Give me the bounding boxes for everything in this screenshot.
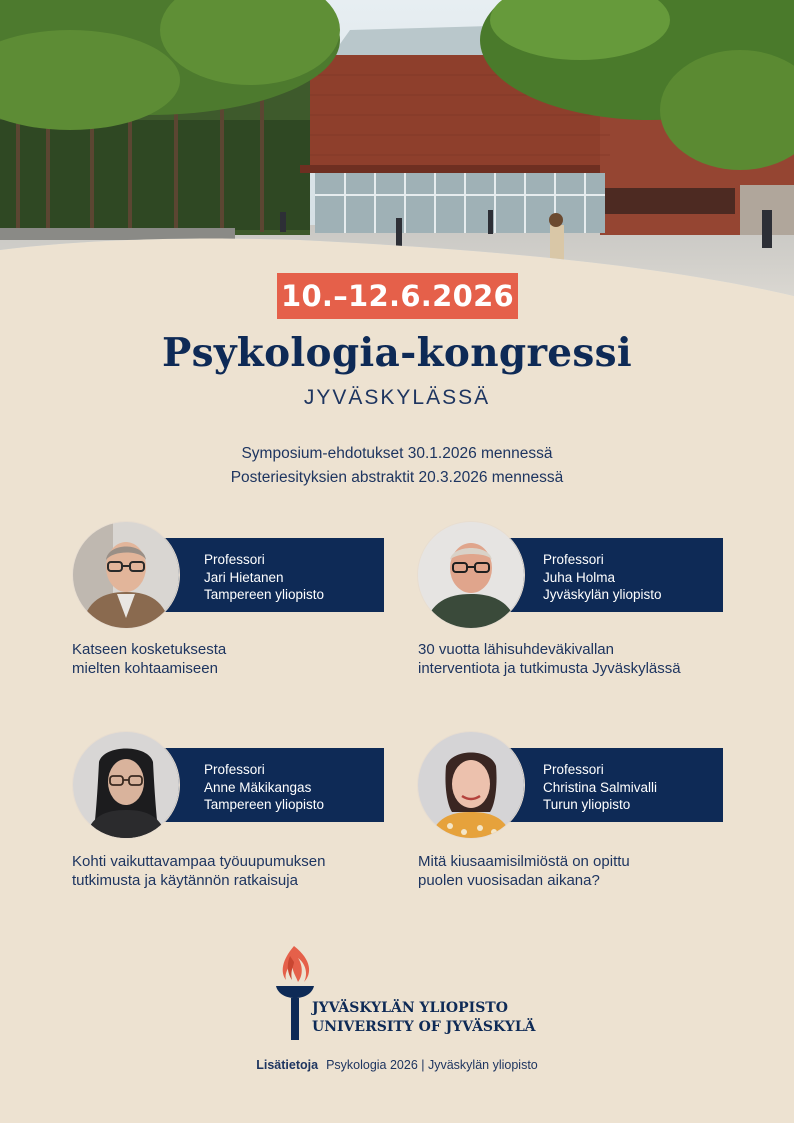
speaker-card-hietanen xyxy=(72,521,382,641)
deadline-posters: Posteriesityksien abstraktit 20.3.2026 mennessä xyxy=(230,469,564,486)
speaker-portrait xyxy=(417,731,525,839)
footer xyxy=(0,1058,794,1072)
speaker-card-makikangas xyxy=(72,731,382,851)
speaker-info-box xyxy=(164,538,384,612)
talk-title-hietanen xyxy=(72,640,226,678)
speaker-info-box xyxy=(503,538,723,612)
speaker-title: Professori xyxy=(204,552,265,567)
speaker-affiliation: Tampereen yliopisto xyxy=(204,587,325,602)
speaker-portrait xyxy=(72,521,180,629)
speaker-affiliation: Tampereen yliopisto xyxy=(204,797,325,812)
talk-title-makikangas xyxy=(72,852,325,890)
talk-line: Kohti vaikuttavampaa työuupumuksen xyxy=(72,853,326,870)
footer-link[interactable]: Psykologia 2026 | Jyväskylän yliopisto xyxy=(326,1058,538,1072)
speaker-card-holma xyxy=(417,521,727,641)
event-date-badge: 10.–12.6.2026 xyxy=(277,273,518,319)
speaker-title: Professori xyxy=(543,762,604,777)
speaker-name: Jari Hietanen xyxy=(204,569,284,585)
speaker-name: Anne Mäkikangas xyxy=(204,779,312,795)
speaker-name: Juha Holma xyxy=(543,569,616,585)
speaker-card-salmivalli xyxy=(417,731,727,851)
event-title: Psykologia-kongressi xyxy=(161,330,633,376)
speaker-portrait xyxy=(72,731,180,839)
talk-line: tutkimusta ja käytännön ratkaisuja xyxy=(72,872,298,889)
speaker-title: Professori xyxy=(543,552,604,567)
hero-photo xyxy=(0,0,794,300)
speaker-info-box xyxy=(164,748,384,822)
talk-line: puolen vuosisadan aikana? xyxy=(418,872,600,889)
speaker-title: Professori xyxy=(204,762,265,777)
speaker-name: Christina Salmivalli xyxy=(543,779,658,795)
event-location: JYVÄSKYLÄSSÄ xyxy=(303,386,491,409)
speaker-info-box xyxy=(503,748,723,822)
university-logo-text xyxy=(312,999,536,1037)
speaker-portrait xyxy=(417,521,525,629)
logo-line-fi: JYVÄSKYLÄN YLIOPISTO xyxy=(312,1000,508,1016)
talk-line: mielten kohtaamiseen xyxy=(72,660,218,677)
talk-line: Katseen kosketuksesta xyxy=(72,641,227,658)
talk-line: 30 vuotta lähisuhdeväkivallan xyxy=(418,641,614,658)
talk-line: interventiota ja tutkimusta Jyväskylässä xyxy=(418,660,681,677)
speaker-affiliation: Jyväskylän yliopisto xyxy=(543,587,662,602)
talk-title-holma xyxy=(418,640,681,678)
speaker-affiliation: Turun yliopisto xyxy=(543,797,631,812)
logo-line-en: UNIVERSITY OF JYVÄSKYLÄ xyxy=(312,1019,536,1035)
deadline-symposium: Symposium-ehdotukset 30.1.2026 mennessä xyxy=(241,445,553,462)
talk-title-salmivalli xyxy=(418,852,630,890)
footer-label: Lisätietoja xyxy=(256,1058,319,1072)
talk-line: Mitä kiusaamisilmiöstä on opittu xyxy=(418,853,630,870)
